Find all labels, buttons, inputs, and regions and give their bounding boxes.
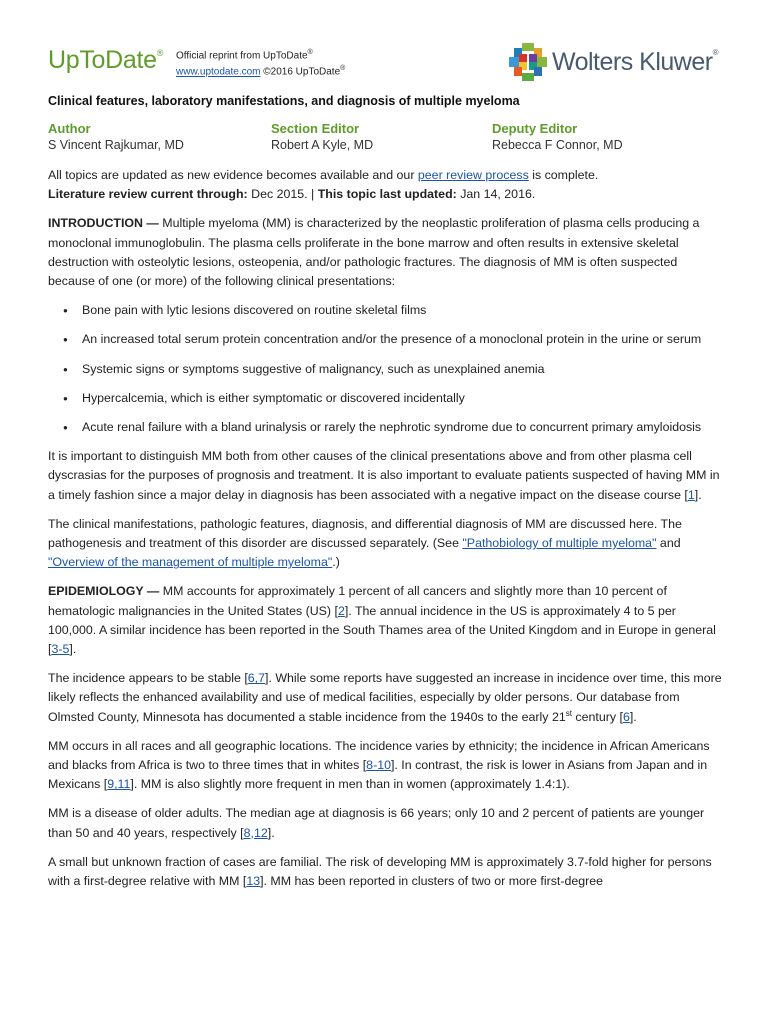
reference-link[interactable]: 1 [687,487,695,502]
wolters-kluwer-globe-icon [508,42,548,82]
author-name: S Vincent Rajkumar, MD [48,138,184,152]
epidemiology-heading: EPIDEMIOLOGY — [48,584,160,599]
deputy-editor-role: Deputy Editor [492,121,578,136]
paragraph: It is important to distinguish MM both from other causes of the clinical presentations above and from other plasma cell dyscrasias for the purposes of prognosis and treatment. It is also important to evaluate patients suspected of having MM in a timely fashion since a major delay in diagnosis has been associated with a negative impact on the disease course [1]. [48,449,720,502]
management-topic-link[interactable]: "Overview of the management of multiple myeloma" [48,555,333,570]
reprint-header [48,40,718,88]
author-credit [48,121,184,153]
deputy-editor-credit [492,121,623,153]
paragraph: MM occurs in all races and all geographic locations. The incidence varies by ethnicity; the incidence in African Americans and blacks from Africa is two to three times that in whites [8-10]. In contrast, the risk is lower in Asians from Japan and in Mexicans [9,11]. MM is also slightly more frequent in men than in women (approximately 1.4:1). [48,738,710,792]
reference-link[interactable]: 8-10 [366,758,391,773]
update-notice: All topics are updated as new evidence becomes available and our peer review process is complete. Literature review current through: Dec 2015. | This topic last updated: Jan 14, 2016. [48,168,599,202]
clinical-presentations-list [48,301,724,437]
paragraph: MM is a disease of older adults. The median age at diagnosis is 66 years; only 10 and 2 percent of patients are younger than 50 and 40 years, respectively [8,12]. [48,806,705,840]
list-item: ● An increased total serum protein concentration and/or the presence of a monoclonal protein in the urine or serum [82,330,724,349]
reprint-notice: Official reprint from UpToDate® www.uptodate.com ©2016 UpToDate® [176,49,346,78]
paragraph: The clinical manifestations, pathologic features, diagnosis, and differential diagnosis of MM are discussed here. The pathogenesis and treatment of this disorder are discussed separately. (See "Pathobiology of multiple myeloma" and "Overview of the management of multiple myeloma".) [48,516,682,570]
paragraph: The incidence appears to be stable [6,7]. While some reports have suggested an increase in incidence over time, this more likely reflects the enhanced availability and use of medical facilities, especially by older persons. Our database from Olmsted County, Minnesota has documented a stable incidence from the 1940s to the early 21st century [6]. [48,671,722,724]
list-item: ● Hypercalcemia, which is either symptomatic or discovered incidentally [82,389,724,408]
article-title: Clinical features, laboratory manifestations, and diagnosis of multiple myeloma [48,94,520,108]
peer-review-link[interactable]: peer review process [417,168,529,182]
list-item: ● Acute renal failure with a bland urinalysis or rarely the nephrotic syndrome due to concurrent primary amyloidosis [82,418,724,437]
section-editor-role: Section Editor [271,121,360,136]
uptodate-website-link[interactable]: www.uptodate.com [176,66,261,78]
wolters-kluwer-logo [508,40,718,84]
paragraph: A small but unknown fraction of cases are familial. The risk of developing MM is approximately 3.7-fold higher for persons with a first-degree relative with MM [13]. MM has been reported in clusters of two or more first-degree [48,854,712,889]
introduction-paragraph: INTRODUCTION — Multiple myeloma (MM) is characterized by the neoplastic proliferation of plasma cells producing a monoclonal immunoglobulin. The plasma cells proliferate in the bone marrow and often results in extensive skeletal destruction with osteolytic lesions, osteopenia, and/or pathologic fractures. The diagnosis of MM is often suspected because of one (or more) of the following clinical presentations: [48,216,700,289]
reference-link[interactable]: 8,12 [243,825,268,840]
list-item: ● Systemic signs or symptoms suggestive of malignancy, such as unexplained anemia [82,360,724,379]
epidemiology-paragraph: EPIDEMIOLOGY — MM accounts for approximately 1 percent of all cancers and slightly more than 10 percent of hematologic malignancies in the United States (US) [2]. The annual incidence in the US is approximately 4 to 5 per 100,000. A similar incidence has been reported in the South Thames area of the United Kingdom and in Europe in general [3-5]. [48,584,716,657]
reference-link[interactable]: 13 [246,874,261,889]
publisher-name: Wolters Kluwer® [551,47,718,76]
deputy-editor-name: Rebecca F Connor, MD [492,138,623,152]
pathobiology-topic-link[interactable]: "Pathobiology of multiple myeloma" [462,536,657,551]
reference-link[interactable]: 6 [622,709,630,724]
uptodate-logo: UpToDate® [48,46,164,74]
list-item: ● Bone pain with lytic lesions discovered on routine skeletal films [82,301,724,320]
section-editor-name: Robert A Kyle, MD [271,138,374,152]
editor-credits [48,121,728,155]
reference-link[interactable]: 9,11 [107,777,131,792]
reference-link[interactable]: 6,7 [247,671,265,686]
introduction-heading: INTRODUCTION — [48,216,159,231]
section-editor-credit [271,121,373,153]
article-body [48,166,724,901]
reference-link[interactable]: 2 [337,603,345,618]
reprint-line: Official reprint from UpToDate [176,50,308,62]
author-role: Author [48,121,91,136]
reference-link[interactable]: 3-5 [51,642,70,657]
copyright-text: ©2016 UpToDate [263,66,341,78]
